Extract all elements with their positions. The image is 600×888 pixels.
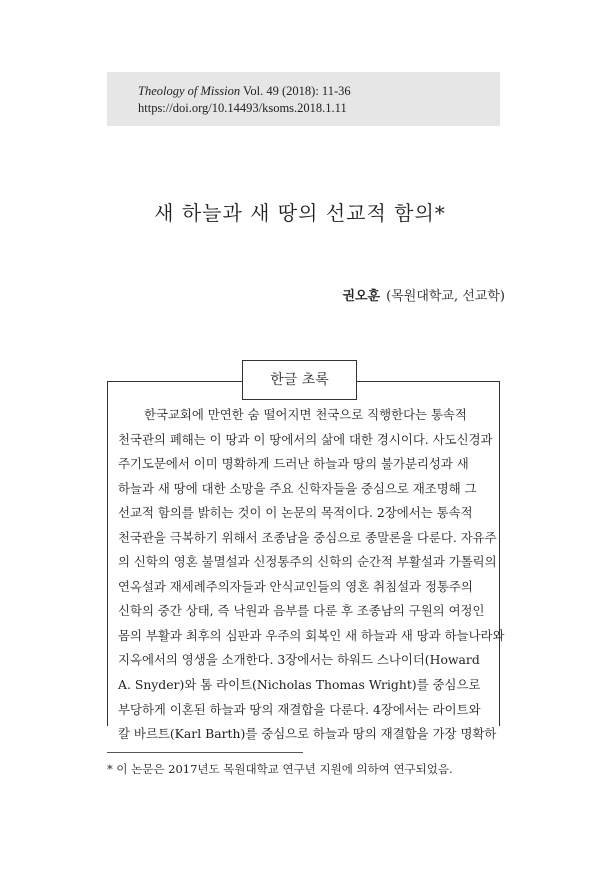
doi-link[interactable]: https://doi.org/10.14493/ksoms.2018.1.11	[138, 101, 347, 115]
author-affiliation: (목원대학교, 선교학)	[386, 289, 505, 304]
abstract-line: 주기도문에서 이미 명확하게 드러난 하늘과 땅의 불가분리성과 새	[118, 456, 469, 472]
article-title: 새 하늘과 새 땅의 선교적 함의*	[154, 201, 446, 225]
abstract-line: 지옥에서의 영생을 소개한다. 3장에서는 하워드 스나이더(Howard	[118, 652, 480, 668]
abstract-line: 천국관의 폐해는 이 땅과 이 땅에서의 삶에 대한 경시이다. 사도신경과	[118, 431, 493, 447]
abstract-line: 부당하게 이혼된 하늘과 땅의 재결합을 다룬다. 4장에서는 라이트와	[118, 701, 481, 717]
footnote-divider	[107, 752, 303, 753]
journal-volume: Vol. 49 (2018): 11-36	[240, 84, 351, 98]
abstract-line: 선교적 함의를 밝히는 것이 이 논문의 목적이다. 2장에서는 통속적	[118, 505, 473, 521]
abstract-line: 연옥설과 재세례주의자들과 안식교인들의 영혼 취침설과 정통주의	[118, 578, 473, 594]
footnote: * 이 논문은 2017년도 목원대학교 연구년 지원에 의하여 연구되었음.	[107, 762, 453, 776]
abstract-line: 하늘과 새 땅에 대한 소망을 주요 신학자들을 중심으로 재조명해 그	[118, 480, 477, 496]
abstract-line: 몸의 부활과 최후의 심판과 우주의 회복인 새 하늘과 새 땅과 하늘나라와	[118, 627, 505, 643]
abstract-body	[118, 403, 505, 747]
journal-header	[107, 72, 500, 126]
abstract-line: 신학의 중간 상태, 즉 낙원과 음부를 다룬 후 조종남의 구원의 여정인	[118, 603, 485, 619]
journal-name: Theology of Mission	[138, 84, 241, 98]
abstract-line: A. Snyder)와 톰 라이트(Nicholas Thomas Wright)를 중심으로	[118, 677, 481, 693]
abstract-line: 칼 바르트(Karl Barth)를 중심으로 하늘과 땅의 재결합을 가장 명확하	[118, 726, 497, 742]
abstract-line: 천국관을 극복하기 위해서 조종남을 중심으로 종말론을 다룬다. 자유주	[118, 529, 497, 545]
journal-citation	[138, 83, 500, 100]
author-name: 권오훈	[342, 289, 381, 304]
abstract-label: 한글 초록	[242, 360, 357, 400]
author-line	[0, 285, 505, 304]
abstract-line: 의 신학의 영혼 불멸설과 신정통주의 신학의 순간적 부활설과 가톨릭의	[118, 554, 497, 570]
abstract-line: 한국교회에 만연한 숨 떨어지면 천국으로 직행한다는 통속적	[144, 407, 467, 422]
